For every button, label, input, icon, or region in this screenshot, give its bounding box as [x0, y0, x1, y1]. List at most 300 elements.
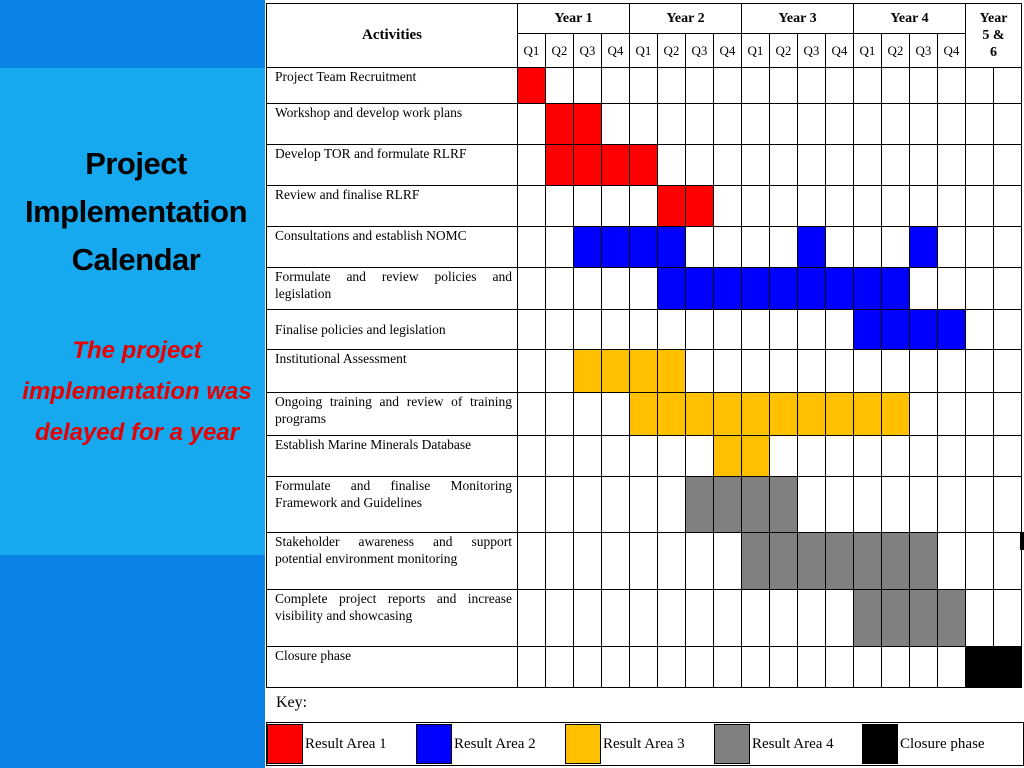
quarter-header: Q1: [630, 34, 658, 68]
quarter-header: Q1: [518, 34, 546, 68]
quarter-header: Q3: [574, 34, 602, 68]
gantt-empty-cell: [658, 533, 686, 590]
gantt-bar-cell: [574, 145, 602, 186]
gantt-empty-cell: [854, 227, 882, 268]
gantt-table: [266, 3, 1022, 688]
gantt-empty-cell: [574, 477, 602, 533]
gantt-empty-cell: [546, 477, 574, 533]
gantt-empty-cell: [546, 186, 574, 227]
gantt-empty-cell: [518, 393, 546, 436]
gantt-bar-cell: [882, 393, 910, 436]
legend-label: Result Area 3: [603, 735, 685, 752]
gantt-empty-cell: [854, 145, 882, 186]
gantt-empty-cell: [854, 68, 882, 104]
gantt-empty-cell: [602, 268, 630, 310]
activity-row: [267, 590, 1022, 647]
legend: [266, 722, 1024, 766]
quarter-header: Q2: [658, 34, 686, 68]
gantt-empty-cell: [630, 68, 658, 104]
gantt-empty-cell: [826, 350, 854, 393]
gantt-bar-cell: [854, 590, 882, 647]
quarter-header: Q3: [798, 34, 826, 68]
gantt-bar-cell: [658, 227, 686, 268]
gantt-empty-cell: [994, 533, 1022, 590]
gantt-bar-cell: [574, 227, 602, 268]
title-line: Project: [85, 146, 187, 181]
gantt-empty-cell: [966, 145, 994, 186]
gantt-bar-cell: [518, 68, 546, 104]
gantt-empty-cell: [658, 590, 686, 647]
gantt-empty-cell: [574, 393, 602, 436]
gantt-empty-cell: [910, 477, 938, 533]
gantt-empty-cell: [938, 68, 966, 104]
gantt-empty-cell: [994, 350, 1022, 393]
slide-title: [0, 140, 272, 284]
background-band-bottom: [0, 555, 265, 768]
legend-swatch: [714, 724, 750, 764]
year-header: Year 3: [742, 4, 854, 34]
gantt-bar-cell: [658, 350, 686, 393]
legend-item: [565, 723, 685, 765]
gantt-empty-cell: [910, 104, 938, 145]
gantt-empty-cell: [798, 310, 826, 350]
gantt-empty-cell: [966, 436, 994, 477]
gantt-empty-cell: [518, 477, 546, 533]
gantt-bar-cell: [742, 436, 770, 477]
gantt-bar-cell: [742, 477, 770, 533]
gantt-empty-cell: [798, 104, 826, 145]
gantt-empty-cell: [630, 533, 658, 590]
gantt-empty-cell: [658, 104, 686, 145]
gantt-bar-cell: [602, 145, 630, 186]
gantt-empty-cell: [574, 590, 602, 647]
gantt-empty-cell: [546, 436, 574, 477]
gantt-empty-cell: [574, 436, 602, 477]
gantt-empty-cell: [966, 310, 994, 350]
gantt-empty-cell: [910, 393, 938, 436]
gantt-empty-cell: [938, 350, 966, 393]
gantt-empty-cell: [798, 590, 826, 647]
gantt-empty-cell: [854, 647, 882, 688]
gantt-empty-cell: [826, 145, 854, 186]
gantt-empty-cell: [686, 68, 714, 104]
legend-swatch: [565, 724, 601, 764]
gantt-bar-cell: [854, 393, 882, 436]
gantt-empty-cell: [518, 533, 546, 590]
gantt-bar-cell: [854, 268, 882, 310]
gantt-bar-cell: [714, 268, 742, 310]
gantt-empty-cell: [938, 227, 966, 268]
gantt-bar-cell: [742, 393, 770, 436]
activity-row: [267, 350, 1022, 393]
gantt-bar-cell: [630, 227, 658, 268]
activity-row: [267, 310, 1022, 350]
gantt-empty-cell: [882, 647, 910, 688]
gantt-bar-cell: [574, 350, 602, 393]
gantt-empty-cell: [882, 436, 910, 477]
activities-header: Activities: [267, 4, 518, 68]
gantt-bar-cell: [910, 227, 938, 268]
legend-swatch: [267, 724, 303, 764]
gantt-bar-cell: [770, 268, 798, 310]
gantt-empty-cell: [798, 647, 826, 688]
gantt-body: [267, 68, 1022, 688]
gantt-bar-cell: [546, 104, 574, 145]
gantt-empty-cell: [854, 477, 882, 533]
quarter-header: Q3: [686, 34, 714, 68]
legend-swatch: [862, 724, 898, 764]
gantt-empty-cell: [798, 186, 826, 227]
gantt-empty-cell: [602, 533, 630, 590]
gantt-empty-cell: [714, 533, 742, 590]
activity-name: Review and finalise RLRF: [267, 186, 518, 227]
activity-row: [267, 436, 1022, 477]
gantt-empty-cell: [854, 350, 882, 393]
gantt-empty-cell: [686, 310, 714, 350]
gantt-bar-cell: [630, 393, 658, 436]
gantt-bar-cell: [826, 533, 854, 590]
gantt-empty-cell: [994, 145, 1022, 186]
activity-name: Stakeholder awareness and support potential environment monitoring: [267, 533, 518, 590]
gantt-bar-cell: [798, 533, 826, 590]
year-5-6-line: 6: [990, 45, 997, 60]
gantt-empty-cell: [938, 104, 966, 145]
gantt-bar-cell: [714, 477, 742, 533]
legend-item: [862, 723, 985, 765]
gantt-empty-cell: [630, 310, 658, 350]
gantt-empty-cell: [602, 436, 630, 477]
gantt-empty-cell: [574, 533, 602, 590]
gantt-empty-cell: [742, 227, 770, 268]
gantt-empty-cell: [742, 310, 770, 350]
gantt-empty-cell: [826, 68, 854, 104]
gantt-empty-cell: [546, 647, 574, 688]
gantt-empty-cell: [518, 647, 546, 688]
gantt-empty-cell: [826, 104, 854, 145]
gantt-empty-cell: [854, 436, 882, 477]
gantt-empty-cell: [882, 145, 910, 186]
gantt-empty-cell: [658, 68, 686, 104]
activity-row: [267, 268, 1022, 310]
quarter-header: Q2: [882, 34, 910, 68]
gantt-bar-cell: [966, 647, 994, 688]
gantt-empty-cell: [546, 227, 574, 268]
gantt-bar-cell: [882, 268, 910, 310]
activity-name: Finalise policies and legislation: [267, 310, 518, 350]
gantt-empty-cell: [742, 647, 770, 688]
gantt-empty-cell: [546, 393, 574, 436]
gantt-empty-cell: [630, 268, 658, 310]
gantt-empty-cell: [714, 186, 742, 227]
gantt-bar-cell: [854, 310, 882, 350]
gantt-bar-cell: [686, 477, 714, 533]
activity-row: [267, 145, 1022, 186]
gantt-empty-cell: [770, 310, 798, 350]
gantt-bar-cell: [714, 436, 742, 477]
gantt-empty-cell: [658, 145, 686, 186]
quarter-header: Q2: [546, 34, 574, 68]
gantt-bar-cell: [714, 393, 742, 436]
gantt-empty-cell: [686, 227, 714, 268]
gantt-bar-cell: [574, 104, 602, 145]
gantt-empty-cell: [994, 104, 1022, 145]
year-5-6-line: Year: [979, 11, 1008, 26]
gantt-empty-cell: [742, 145, 770, 186]
gantt-empty-cell: [854, 186, 882, 227]
gantt-empty-cell: [546, 590, 574, 647]
year-header: Year 4: [854, 4, 966, 34]
gantt-empty-cell: [966, 268, 994, 310]
gantt-empty-cell: [518, 145, 546, 186]
gantt-empty-cell: [910, 68, 938, 104]
gantt-empty-cell: [546, 268, 574, 310]
gantt-empty-cell: [630, 436, 658, 477]
quarter-header: Q1: [854, 34, 882, 68]
legend-label: Closure phase: [900, 735, 985, 752]
gantt-empty-cell: [994, 393, 1022, 436]
activity-row: [267, 393, 1022, 436]
gantt-empty-cell: [938, 268, 966, 310]
activity-row: [267, 477, 1022, 533]
title-line: Implementation: [24, 194, 248, 229]
gantt-empty-cell: [742, 186, 770, 227]
gantt-bar-cell: [686, 268, 714, 310]
gantt-empty-cell: [686, 590, 714, 647]
gantt-empty-cell: [966, 227, 994, 268]
gantt-empty-cell: [686, 145, 714, 186]
gantt-empty-cell: [910, 186, 938, 227]
gantt-empty-cell: [770, 186, 798, 227]
gantt-empty-cell: [518, 104, 546, 145]
gantt-empty-cell: [882, 186, 910, 227]
gantt-empty-cell: [910, 436, 938, 477]
gantt-empty-cell: [826, 310, 854, 350]
year-header: Year 2: [630, 4, 742, 34]
gantt-empty-cell: [770, 436, 798, 477]
gantt-empty-cell: [686, 104, 714, 145]
gantt-bar-cell: [798, 227, 826, 268]
gantt-empty-cell: [966, 350, 994, 393]
gantt-empty-cell: [826, 477, 854, 533]
legend-label: Result Area 4: [752, 735, 834, 752]
quarter-header: Q2: [770, 34, 798, 68]
gantt-empty-cell: [630, 477, 658, 533]
gantt-bar-cell: [882, 590, 910, 647]
gantt-empty-cell: [742, 590, 770, 647]
gantt-empty-cell: [602, 477, 630, 533]
gantt-empty-cell: [770, 647, 798, 688]
gantt-empty-cell: [658, 647, 686, 688]
gantt-empty-cell: [826, 227, 854, 268]
gantt-empty-cell: [770, 350, 798, 393]
gantt-empty-cell: [686, 647, 714, 688]
gantt-empty-cell: [518, 186, 546, 227]
gantt-empty-cell: [826, 186, 854, 227]
gantt-empty-cell: [602, 647, 630, 688]
gantt-empty-cell: [882, 477, 910, 533]
gantt-empty-cell: [798, 350, 826, 393]
gantt-empty-cell: [742, 68, 770, 104]
gantt-empty-cell: [770, 104, 798, 145]
legend-swatch: [416, 724, 452, 764]
title-line: Calendar: [71, 242, 201, 277]
activity-name: Ongoing training and review of training programs: [267, 393, 518, 436]
quarter-header: Q1: [742, 34, 770, 68]
gantt-bar-cell: [938, 310, 966, 350]
gantt-bar-cell: [686, 393, 714, 436]
gantt-empty-cell: [742, 350, 770, 393]
gantt-empty-cell: [770, 68, 798, 104]
gantt-empty-cell: [798, 145, 826, 186]
gantt-bar-cell: [658, 268, 686, 310]
gantt-bar-cell: [910, 533, 938, 590]
gantt-bar-cell: [658, 186, 686, 227]
gantt-empty-cell: [630, 590, 658, 647]
gantt-empty-cell: [686, 350, 714, 393]
gantt-bar-cell: [798, 393, 826, 436]
gantt-empty-cell: [798, 68, 826, 104]
gantt-empty-cell: [882, 104, 910, 145]
gantt-empty-cell: [686, 533, 714, 590]
activity-row: [267, 104, 1022, 145]
gantt-panel: [265, 0, 1024, 768]
gantt-empty-cell: [602, 590, 630, 647]
gantt-empty-cell: [574, 68, 602, 104]
background-band-top: [0, 0, 265, 68]
quarter-header: Q4: [938, 34, 966, 68]
gantt-empty-cell: [518, 590, 546, 647]
gantt-empty-cell: [994, 186, 1022, 227]
quarter-header: Q4: [826, 34, 854, 68]
gantt-empty-cell: [910, 647, 938, 688]
activity-name: Formulate and finalise Monitoring Framework and Guidelines: [267, 477, 518, 533]
gantt-bar-cell: [910, 310, 938, 350]
gantt-empty-cell: [938, 436, 966, 477]
gantt-empty-cell: [798, 436, 826, 477]
gantt-bar-cell: [630, 350, 658, 393]
gantt-empty-cell: [882, 68, 910, 104]
gantt-empty-cell: [742, 104, 770, 145]
gantt-empty-cell: [574, 268, 602, 310]
edge-marker: [1020, 532, 1024, 550]
legend-label: Result Area 1: [305, 735, 387, 752]
activity-name: Establish Marine Minerals Database: [267, 436, 518, 477]
gantt-empty-cell: [994, 590, 1022, 647]
gantt-empty-cell: [518, 350, 546, 393]
gantt-empty-cell: [686, 436, 714, 477]
gantt-empty-cell: [882, 350, 910, 393]
gantt-empty-cell: [630, 186, 658, 227]
gantt-empty-cell: [910, 268, 938, 310]
gantt-empty-cell: [994, 436, 1022, 477]
gantt-empty-cell: [714, 647, 742, 688]
gantt-empty-cell: [994, 268, 1022, 310]
gantt-empty-cell: [602, 393, 630, 436]
quarter-header: Q4: [714, 34, 742, 68]
gantt-empty-cell: [826, 436, 854, 477]
activity-name: Workshop and develop work plans: [267, 104, 518, 145]
gantt-empty-cell: [602, 186, 630, 227]
legend-label: Result Area 2: [454, 735, 536, 752]
gantt-bar-cell: [882, 533, 910, 590]
gantt-empty-cell: [882, 227, 910, 268]
gantt-empty-cell: [938, 647, 966, 688]
gantt-empty-cell: [938, 533, 966, 590]
activity-row: [267, 227, 1022, 268]
gantt-empty-cell: [854, 104, 882, 145]
gantt-empty-cell: [546, 533, 574, 590]
activity-name: Formulate and review policies and legislation: [267, 268, 518, 310]
gantt-empty-cell: [518, 436, 546, 477]
gantt-bar-cell: [882, 310, 910, 350]
activity-name: Institutional Assessment: [267, 350, 518, 393]
gantt-empty-cell: [658, 436, 686, 477]
key-title: Key:: [276, 694, 308, 711]
gantt-bar-cell: [658, 393, 686, 436]
delay-note: The project implementation was delayed for a year: [22, 337, 252, 446]
gantt-empty-cell: [546, 68, 574, 104]
gantt-empty-cell: [910, 350, 938, 393]
gantt-bar-cell: [938, 590, 966, 647]
gantt-empty-cell: [546, 350, 574, 393]
activity-row: [267, 68, 1022, 104]
gantt-empty-cell: [938, 393, 966, 436]
gantt-empty-cell: [546, 310, 574, 350]
gantt-empty-cell: [994, 477, 1022, 533]
gantt-empty-cell: [770, 145, 798, 186]
year-5-6-line: 5 &: [982, 28, 1005, 43]
gantt-empty-cell: [966, 590, 994, 647]
activity-name: Closure phase: [267, 647, 518, 688]
gantt-bar-cell: [770, 533, 798, 590]
gantt-bar-cell: [742, 533, 770, 590]
gantt-empty-cell: [714, 310, 742, 350]
gantt-bar-cell: [910, 590, 938, 647]
gantt-empty-cell: [826, 647, 854, 688]
gantt-empty-cell: [518, 310, 546, 350]
gantt-empty-cell: [658, 477, 686, 533]
legend-item: [416, 723, 536, 765]
gantt-bar-cell: [546, 145, 574, 186]
year-5-6-header: [966, 4, 1022, 68]
gantt-bar-cell: [686, 186, 714, 227]
gantt-bar-cell: [630, 145, 658, 186]
gantt-empty-cell: [714, 590, 742, 647]
gantt-empty-cell: [714, 145, 742, 186]
gantt-empty-cell: [826, 590, 854, 647]
activity-name: Complete project reports and increase visibility and showcasing: [267, 590, 518, 647]
gantt-bar-cell: [770, 477, 798, 533]
gantt-bar-cell: [826, 268, 854, 310]
gantt-empty-cell: [994, 310, 1022, 350]
gantt-empty-cell: [574, 186, 602, 227]
gantt-empty-cell: [714, 227, 742, 268]
legend-item: [714, 723, 834, 765]
gantt-empty-cell: [714, 104, 742, 145]
quarter-header: Q4: [602, 34, 630, 68]
gantt-empty-cell: [770, 590, 798, 647]
gantt-empty-cell: [966, 533, 994, 590]
gantt-empty-cell: [966, 477, 994, 533]
gantt-empty-cell: [518, 227, 546, 268]
gantt-bar-cell: [770, 393, 798, 436]
gantt-empty-cell: [910, 145, 938, 186]
quarter-header: Q3: [910, 34, 938, 68]
gantt-empty-cell: [938, 186, 966, 227]
gantt-empty-cell: [574, 647, 602, 688]
gantt-empty-cell: [798, 477, 826, 533]
gantt-empty-cell: [714, 350, 742, 393]
